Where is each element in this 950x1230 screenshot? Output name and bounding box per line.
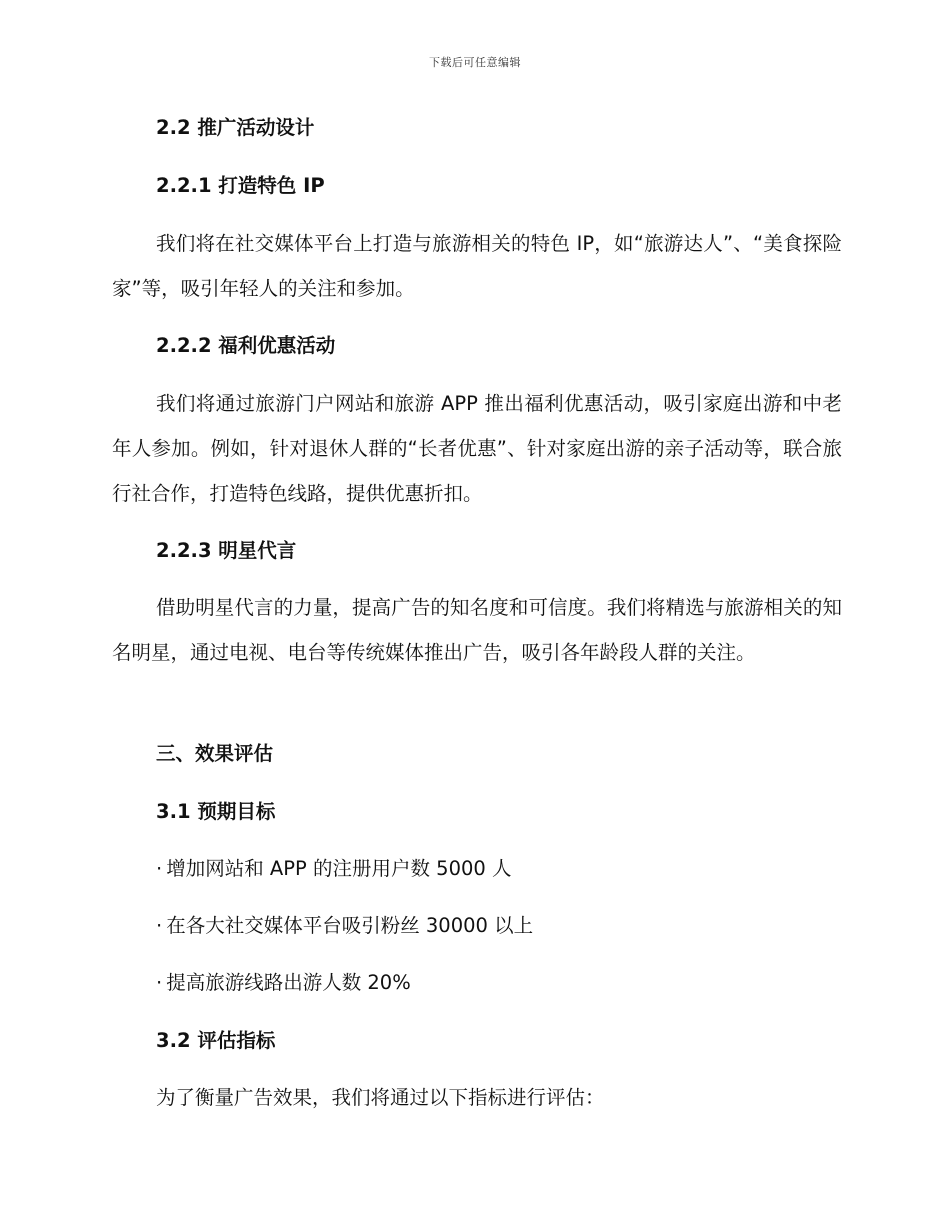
bullet-icon: ·: [156, 914, 163, 937]
list-item-text: 增加网站和 APP 的注册用户数 5000 人: [166, 857, 512, 880]
paragraph-2-2-1: 我们将在社交媒体平台上打造与旅游相关的特色 IP，如“旅游达人”、“美食探险家”等，吸引年轻人的关注和参加。: [112, 232, 842, 300]
list-item: [112, 855, 886, 883]
heading-2-2: 2.2 推广活动设计: [156, 116, 315, 139]
header-note: 下载后可任意编辑: [429, 56, 521, 69]
paragraph-2-2-2: 我们将通过旅游门户网站和旅游 APP 推出福利优惠活动，吸引家庭出游和中老年人参加。例如，针对退休人群的“长者优惠”、针对家庭出游的亲子活动等，联合旅行社合作，打造特色线路，提供优惠折扣。: [112, 392, 842, 505]
heading-2-2-3: 2.2.3 明星代言: [156, 539, 297, 562]
bullet-icon: ·: [156, 971, 163, 994]
bullet-icon: ·: [156, 857, 163, 880]
heading-2-2-2: 2.2.2 福利优惠活动: [156, 334, 336, 357]
list-item-text: 提高旅游线路出游人数 20%: [166, 971, 411, 994]
heading-3-2: 3.2 评估指标: [156, 1029, 276, 1052]
heading-3-1: 3.1 预期目标: [156, 800, 276, 823]
paragraph-2-2-3: 借助明星代言的力量，提高广告的知名度和可信度。我们将精选与旅游相关的知名明星，通过电视、电台等传统媒体推出广告，吸引各年龄段人群的关注。: [112, 596, 842, 664]
list-item-text: 在各大社交媒体平台吸引粉丝 30000 以上: [166, 914, 534, 937]
heading-3: 三、效果评估: [156, 742, 274, 765]
list-item: [112, 912, 886, 940]
list-item: [112, 969, 886, 997]
heading-2-2-1: 2.2.1 打造特色 IP: [156, 174, 325, 197]
paragraph-3-2: 为了衡量广告效果，我们将通过以下指标进行评估：: [156, 1086, 605, 1109]
